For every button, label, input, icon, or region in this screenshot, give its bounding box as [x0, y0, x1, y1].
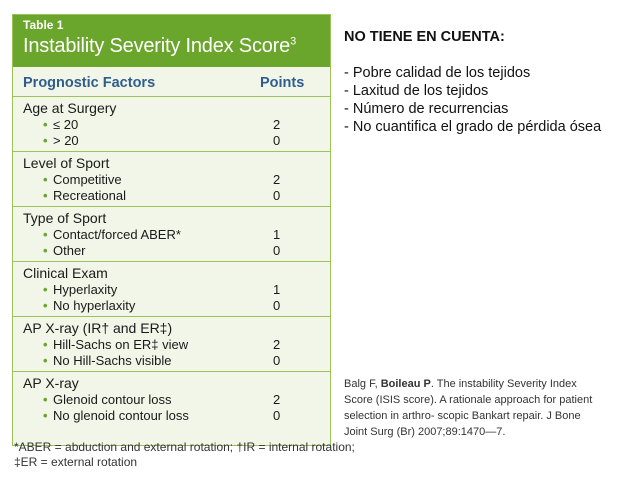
- points-value: 2: [273, 172, 281, 187]
- points-value: 2: [273, 337, 281, 352]
- bullet-icon: •: [43, 172, 48, 187]
- footnote-line-1: *ABER = abduction and external rotation; †IR = internal rotation;: [14, 440, 355, 454]
- section-label: Clinical Exam: [23, 265, 108, 281]
- section-label: AP X-ray (IR† and ER‡): [23, 320, 173, 336]
- isis-table: [12, 14, 331, 446]
- table-row: • Glenoid contour loss 2: [43, 392, 281, 407]
- points-value: 1: [273, 282, 281, 297]
- bullet-icon: •: [43, 243, 48, 258]
- table-body: [13, 97, 330, 424]
- points-value: 1: [273, 227, 281, 242]
- points-value: 2: [273, 117, 281, 132]
- points-value: 0: [273, 298, 281, 313]
- list-item: - Laxitud de los tejidos: [344, 83, 489, 99]
- note-heading: NO TIENE EN CUENTA:: [344, 29, 505, 45]
- points-value: 0: [273, 188, 281, 203]
- section-label: AP X-ray: [23, 375, 79, 391]
- table-row: • No Hill-Sachs visible 0: [43, 353, 281, 368]
- bullet-icon: •: [43, 117, 48, 132]
- points-value: 0: [273, 133, 281, 148]
- bullet-icon: •: [43, 392, 48, 407]
- table-title: Instability Severity Index Score$^3$: [23, 35, 296, 57]
- citation: Balg F, Boileau P. The instability Severity Index Score (ISIS score). A rationale approach for patient selection in arthro- scopic Bankart repair. J Bone Joint Surg (Br) 2007;89:1470—7.: [344, 378, 593, 438]
- table-row: • Other 0: [43, 243, 281, 258]
- list-item: - Número de recurrencias: [344, 101, 509, 117]
- table-tag: Table 1: [23, 18, 64, 32]
- divider: [13, 261, 330, 262]
- bullet-icon: •: [43, 133, 48, 148]
- table-row: • Competitive 2: [43, 172, 281, 187]
- table-row: • Recreational 0: [43, 188, 281, 203]
- table-row: • Contact/forced ABER* 1: [43, 227, 281, 242]
- points-value: 2: [273, 392, 281, 407]
- table-row: • No hyperlaxity 0: [43, 298, 281, 313]
- bullet-icon: •: [43, 353, 48, 368]
- col-prognostic-factors: Prognostic Factors: [23, 75, 156, 91]
- bullet-icon: •: [43, 188, 48, 203]
- col-points: Points: [260, 75, 305, 91]
- table-footnote: [14, 440, 355, 470]
- table-row: • > 20 0: [43, 133, 281, 148]
- divider: [13, 151, 330, 152]
- divider: [13, 206, 330, 207]
- table-row: • ≤ 20 2: [43, 117, 281, 132]
- list-item: - No cuantifica el grado de pérdida ósea: [344, 119, 602, 135]
- bullet-icon: •: [43, 408, 48, 423]
- bullet-icon: •: [43, 298, 48, 313]
- points-value: 0: [273, 353, 281, 368]
- list-item: - Pobre calidad de los tejidos: [344, 65, 531, 81]
- section-label: Age at Surgery: [23, 100, 117, 116]
- note-list: [344, 64, 634, 136]
- table-row: • No glenoid contour loss 0: [43, 408, 281, 423]
- bullet-icon: •: [43, 227, 48, 242]
- points-value: 0: [273, 243, 281, 258]
- table-row: • Hill-Sachs on ER‡ view 2: [43, 337, 281, 352]
- footnote-line-2: ‡ER = external rotation: [14, 455, 138, 469]
- divider: [13, 371, 330, 372]
- citation-author-bold: Boileau P: [380, 378, 431, 390]
- points-value: 0: [273, 408, 281, 423]
- column-headers: [13, 67, 330, 97]
- section-label: Level of Sport: [23, 155, 110, 171]
- bullet-icon: •: [43, 282, 48, 297]
- table-header: [13, 15, 330, 67]
- note-panel: [344, 28, 634, 136]
- section-label: Type of Sport: [23, 210, 107, 226]
- divider: [13, 316, 330, 317]
- bullet-icon: •: [43, 337, 48, 352]
- table-row: • Hyperlaxity 1: [43, 282, 281, 297]
